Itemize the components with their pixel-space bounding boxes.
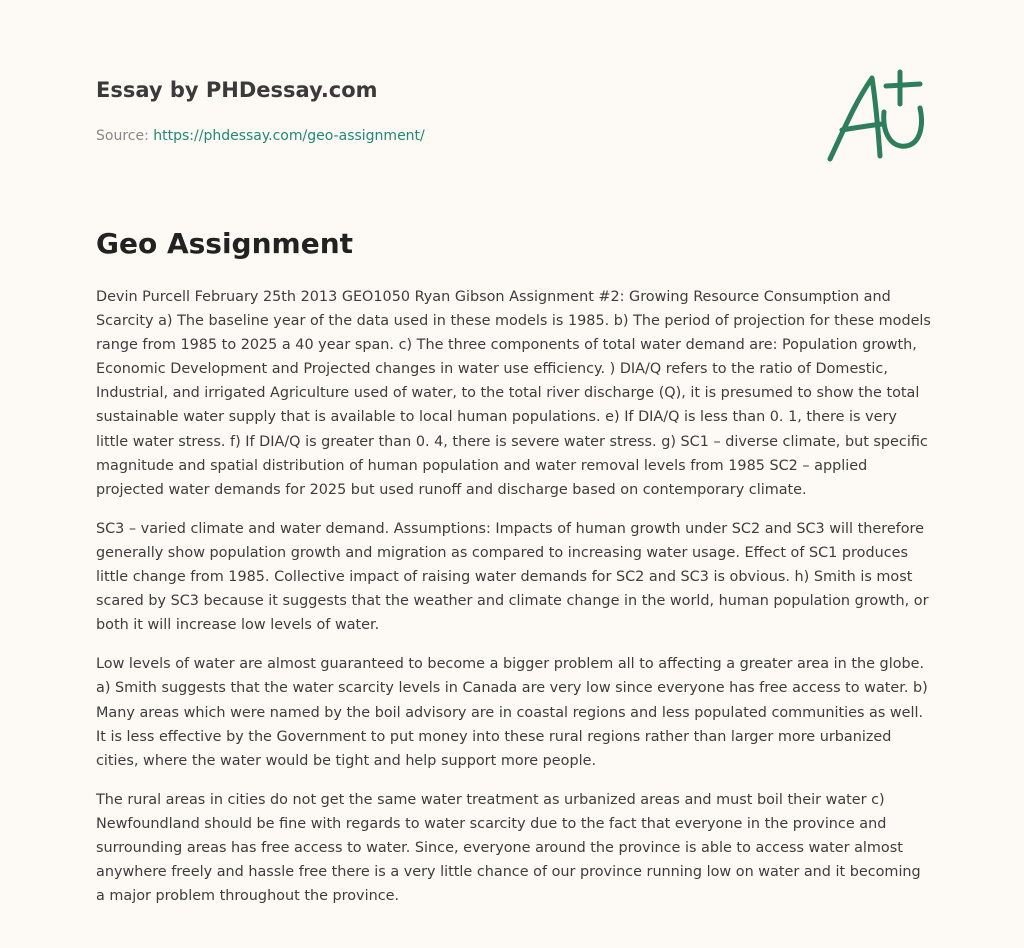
document-title: Geo Assignment xyxy=(96,227,354,260)
paragraph: Low levels of water are almost guaranteed to become a bigger problem all to affecting a greater area in the globe. a) Smith suggests that the water scarcity levels in Canada are very low since everyone has free access to water. b) Many areas which were named by the boil advisory are in coastal regions and less populated communities as well. It is less effective by the Government to put money into these rural regions rather than larger more urbanized cities, where the water would be tight and help support more people. xyxy=(96,656,928,769)
essay-body xyxy=(96,285,932,923)
site-title: Essay by PHDessay.com xyxy=(96,78,378,102)
paragraph: SC3 – varied climate and water demand. Assumptions: Impacts of human growth under SC2 and SC3 will therefore generally show population growth and migration as compared to increasing water usage. Effect of SC1 produces little change from 1985. Collective impact of raising water demands for SC2 and SC3 is obvious. h) Smith is most scared by SC3 because it suggests that the weather and climate change in the world, human population growth, or both it will increase low levels of water. xyxy=(96,520,929,634)
site-header xyxy=(96,76,796,146)
source-line xyxy=(96,126,796,146)
a-plus-grade-icon xyxy=(820,64,930,168)
paragraph: Devin Purcell February 25th 2013 GEO1050 Ryan Gibson Assignment #2: Growing Resource Consumption and Scarcity a) The baseline year of the data used in these models is 1985. b) The period of projection for these models range from 1985 to 2025 a 40 year span. c) The three components of total water demand are: Population growth, Economic Development and Projected changes in water use efficiency. ) DIA/Q refers to the ratio of Domestic, Industrial, and irrigated Agriculture used of water, to the total river discharge (Q), it is presumed to show the total sustainable water supply that is available to local human populations. e) If DIA/Q is less than 0. 1, there is very little water stress. f) If DIA/Q is greater than 0. 4, there is severe water stress. g) SC1 – diverse climate, but specific magnitude and spatial distribution of human population and water removal levels from 1985 SC2 – applied projected water demands for 2025 but used runoff and discharge based on contemporary climate. xyxy=(96,289,931,498)
paragraph: The rural areas in cities do not get the same water treatment as urbanized areas and must boil their water c) Newfoundland should be fine with regards to water scarcity due to the fact that everyone in the province and surrounding areas has free access to water. Since, everyone around the province is able to access water almost anywhere freely and hassle free there is a very little chance of our province running low on water and it becoming a major problem throughout the province. xyxy=(96,791,921,905)
source-link[interactable]: https://phdessay.com/geo-assignment/ xyxy=(153,128,425,144)
source-label: Source: xyxy=(96,128,154,144)
